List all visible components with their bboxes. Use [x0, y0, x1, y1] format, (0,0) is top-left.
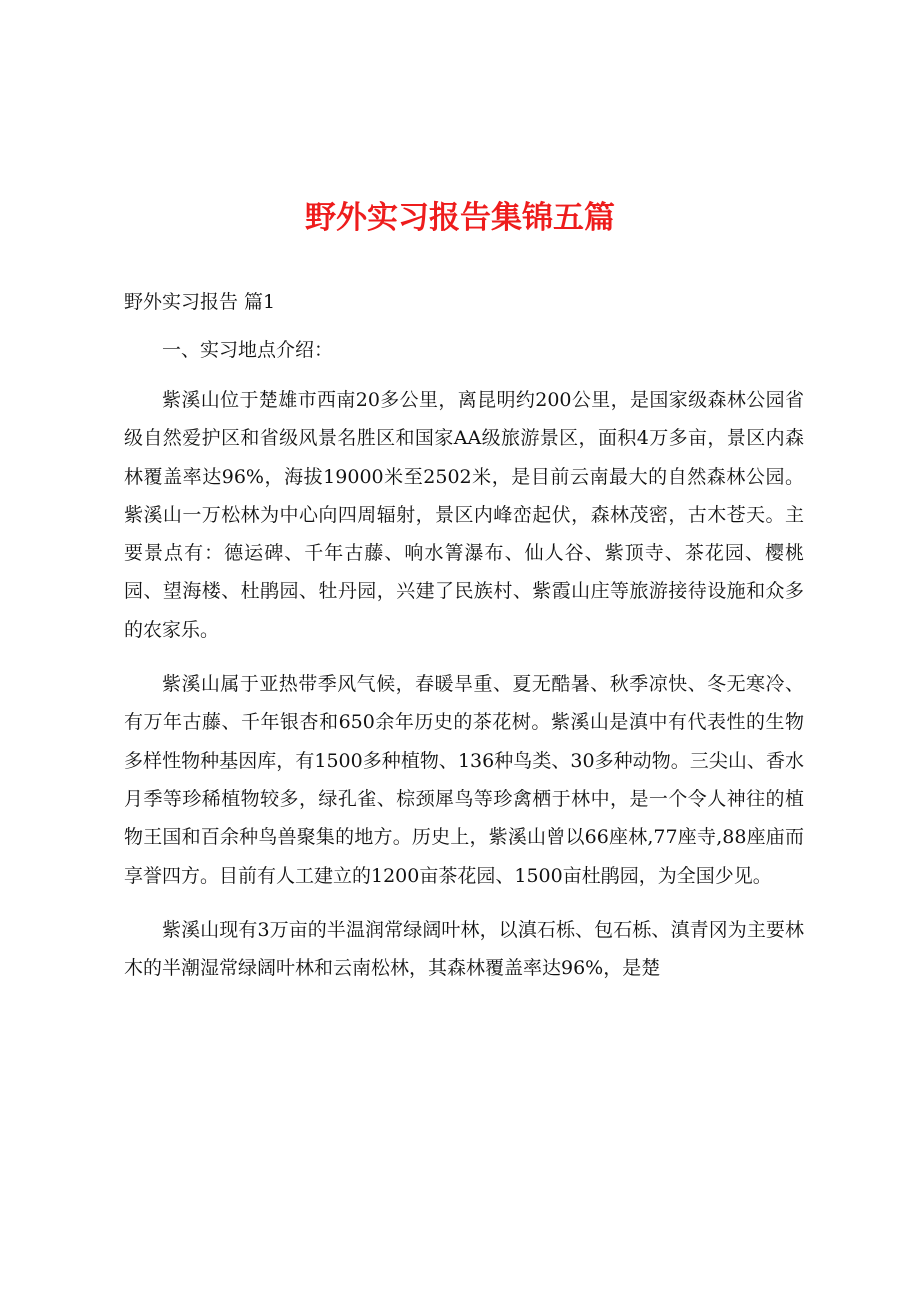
paragraph-1: 紫溪山位于楚雄市西南20多公里，离昆明约200公里，是国家级森林公园省级自然爱护区和省级风景名胜区和国家AA级旅游景区，面积4万多亩，景区内森林覆盖率达96%，海拔19000米至2502米，是目前云南最大的自然森林公园。紫溪山一万松林为中心向四周辐射，景区内峰峦起伏，森林茂密，古木苍天。主要景点有：德运碑、千年古藤、响水箐瀑布、仙人谷、紫顶寺、茶花园、樱桃园、望海楼、杜鹃园、牡丹园，兴建了民族村、紫霞山庄等旅游接待设施和众多的农家乐。 [124, 389, 804, 641]
subheading: 一、实习地点介绍： [162, 339, 334, 361]
paragraph-3: 紫溪山现有3万亩的半温润常绿阔叶林，以滇石栎、包石栎、滇青冈为主要林木的半潮湿常绿阔叶林和云南松林，其森林覆盖率达96%，是楚 [124, 918, 804, 980]
document-title: 野外实习报告集锦五篇 [305, 200, 615, 236]
document-body [124, 288, 804, 987]
paragraph-2: 紫溪山属于亚热带季风气候，春暖旱重、夏无酷暑、秋季凉快、冬无寒冷、有万年古藤、千年银杏和650余年历史的茶花树。紫溪山是滇中有代表性的生物多样性物种基因库，有1500多种植物、136种鸟类、30多种动物。三尖山、香水月季等珍稀植物较多，绿孔雀、棕颈犀鸟等珍禽栖于林中，是一个令人神往的植物王国和百余种鸟兽聚集的地方。历史上，紫溪山曾以66座林,77座寺,88座庙而享誉四方。目前有人工建立的1200亩茶花园、1500亩杜鹃园，为全国少见。 [124, 673, 804, 887]
section-heading: 野外实习报告 篇1 [124, 291, 276, 313]
